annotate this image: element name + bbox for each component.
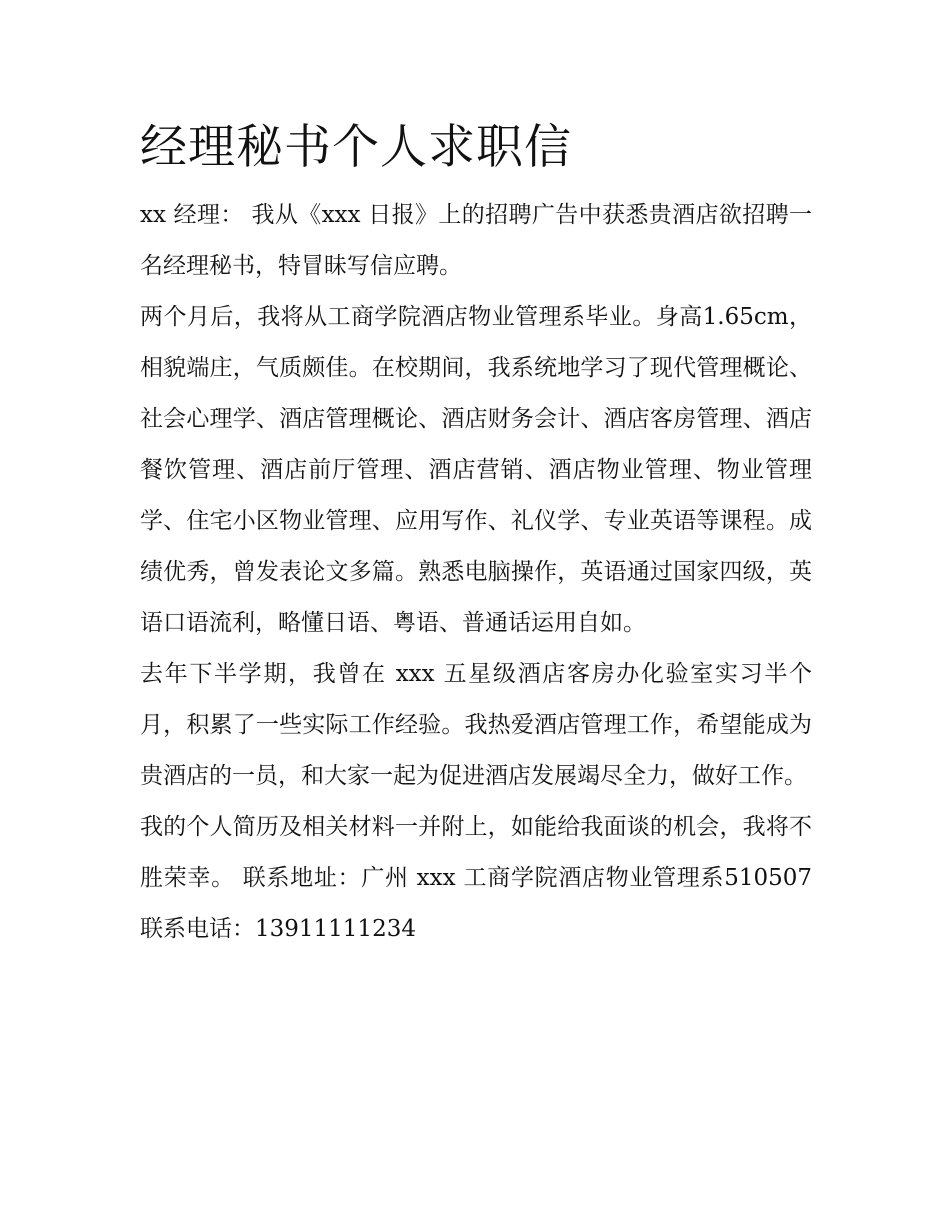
- paragraph-contact: 我的个人简历及相关材料一并附上，如能给我面谈的机会，我将不胜荣幸。 联系地址：广州 xxx 工商学院酒店物业管理系510507 联系电话：13911111234: [140, 814, 812, 942]
- paragraph-salutation: xx 经理： 我从《xxx 日报》上的招聘广告中获悉贵酒店欲招聘一名经理秘书，特冒昧写信应聘。: [140, 202, 812, 279]
- document-body: [140, 112, 812, 955]
- document-title: 经理秘书个人求职信: [140, 120, 572, 175]
- paragraph-background: 两个月后，我将从工商学院酒店物业管理系毕业。身高1.65cm，相貌端庄，气质颇佳。在校期间，我系统地学习了现代管理概论、社会心理学、酒店管理概论、酒店财务会计、酒店客房管理、酒店餐饮管理、酒店前厅管理、酒店营销、酒店物业管理、物业管理学、住宅小区物业管理、应用写作、礼仪学、专业英语等课程。成绩优秀，曾发表论文多篇。熟悉电脑操作，英语通过国家四级，英语口语流利，略懂日语、粤语、普通话运用自如。: [140, 304, 812, 636]
- paragraph-experience: 去年下半学期，我曾在 xxx 五星级酒店客房办化验室实习半个月，积累了一些实际工作经验。我热爱酒店管理工作，希望能成为贵酒店的一员，和大家一起为促进酒店发展竭尽全力，做好工作。: [140, 661, 812, 789]
